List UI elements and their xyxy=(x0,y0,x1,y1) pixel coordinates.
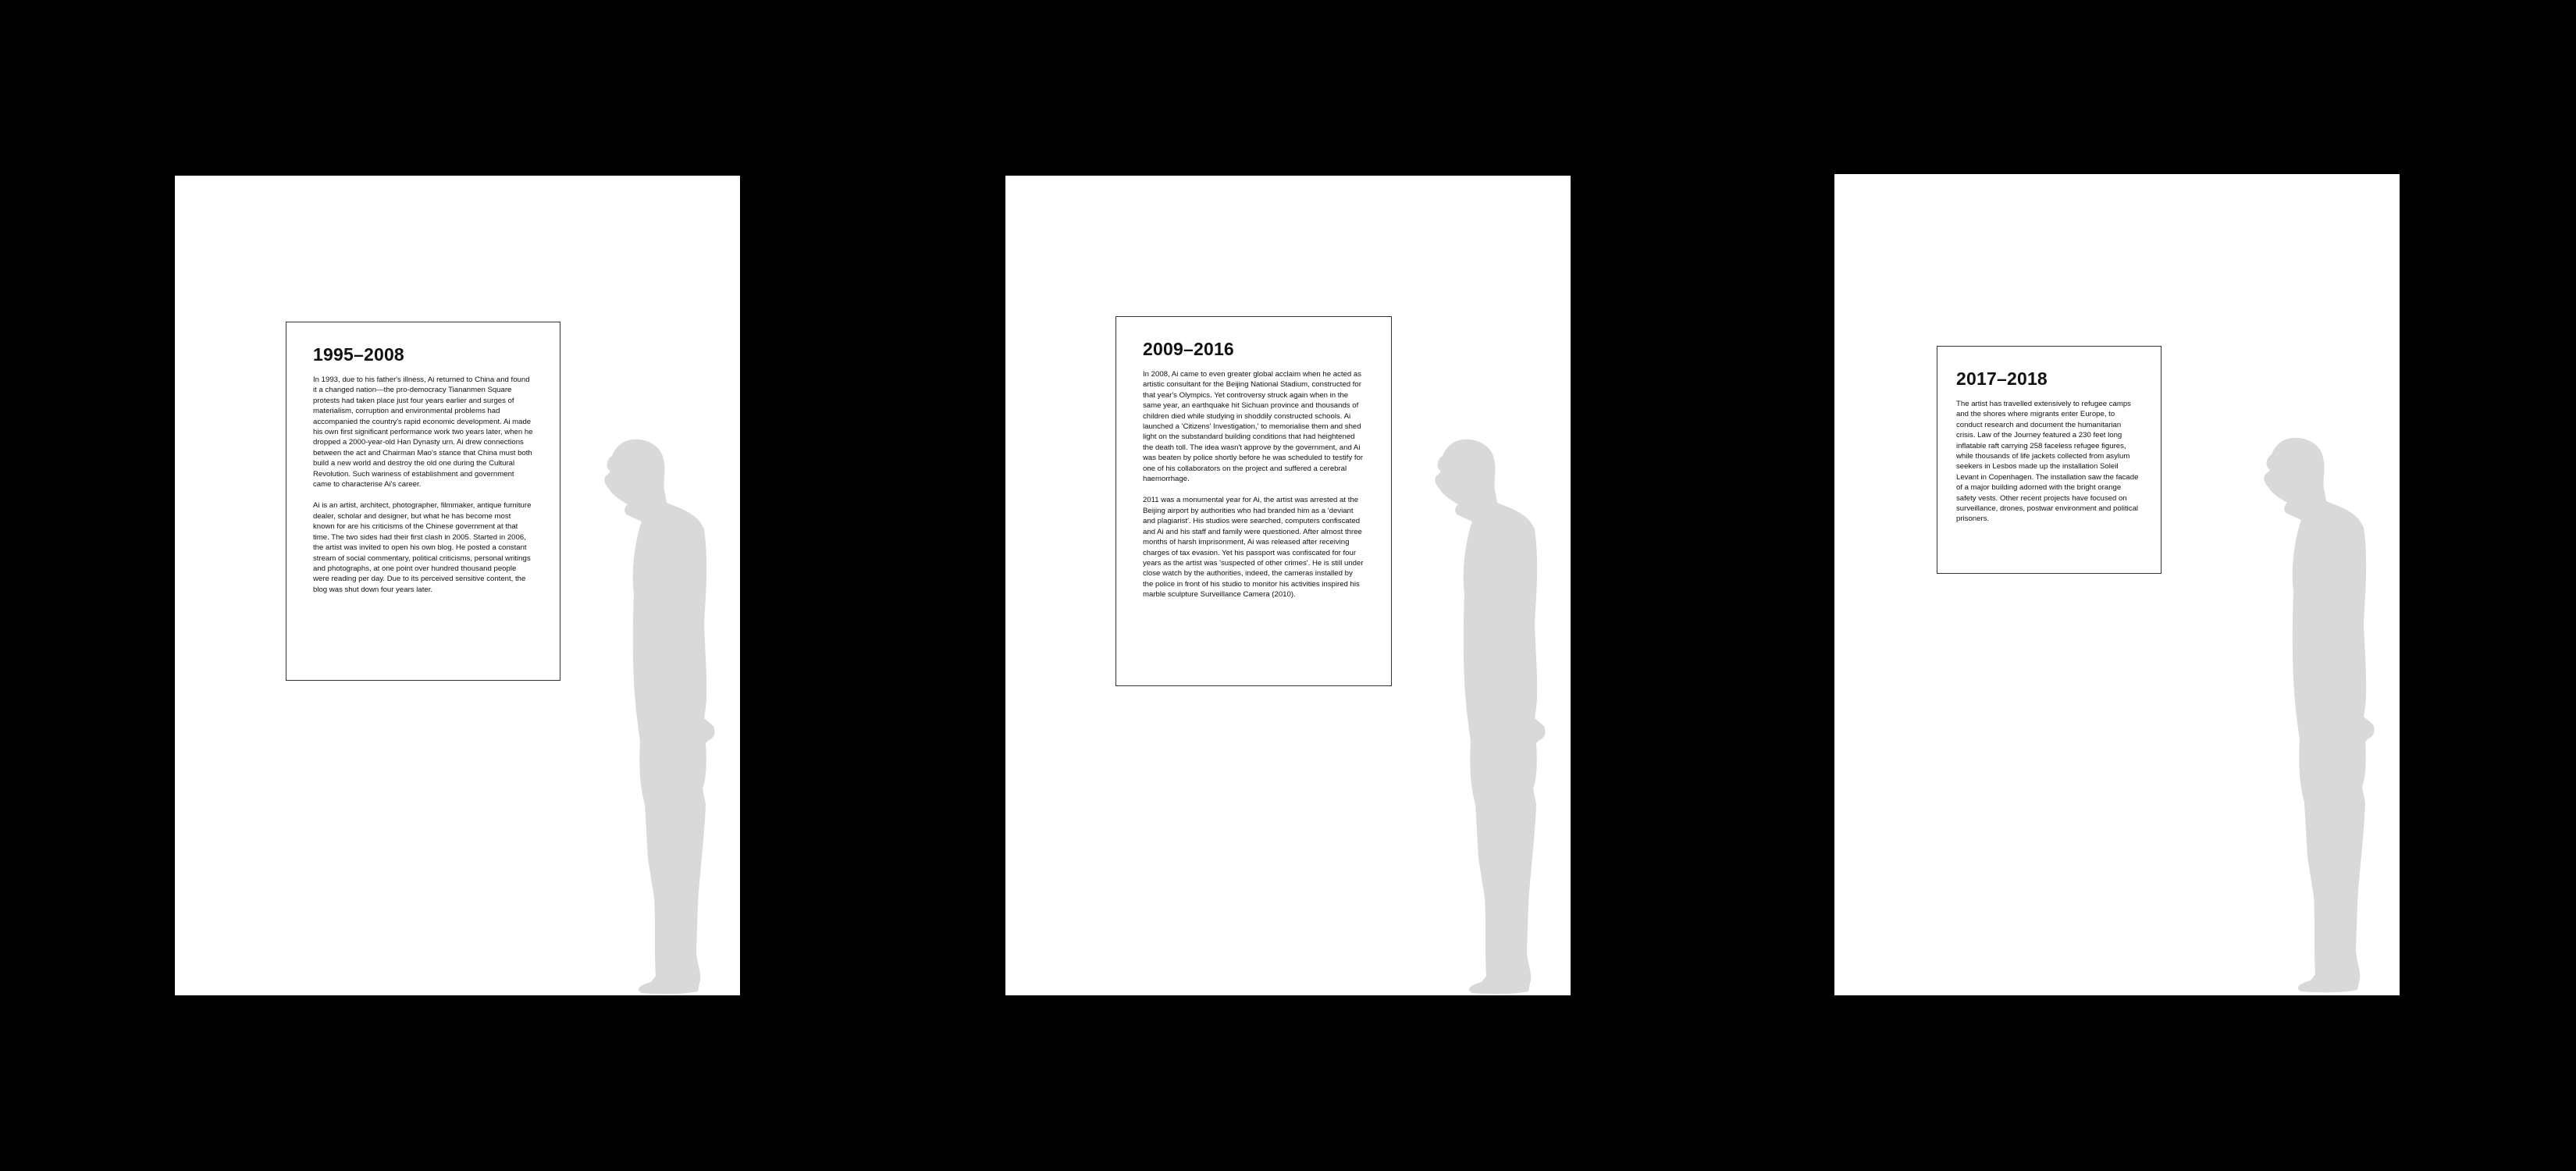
panel-title: 1995–2008 xyxy=(313,344,404,365)
panel-paragraph: In 2008, Ai came to even greater global acclaim when he acted as artistic consultant for the Beijing National Stadium, constructed for that year's Olympics. Yet controversy struck again when in the same year, an earthquake hit Sichuan province and thousands of children died while studying in shoddily constructed schools. Ai launched a 'Citizens' Investigation,' to memorialise them and shed light on the substandard building conditions that had heightened the death toll. The idea wasn't approve by the government, and Ai was beaten by police shortly before he was scheduled to testify for one of his collaborators on the project and suffered a cerebral haemorrhage. xyxy=(1143,370,1364,484)
panel-title: 2017–2018 xyxy=(1956,368,2048,389)
panel-paragraph: The artist has travelled extensively to refugee camps and the shores where migrants enter Europe, to conduct research and document the humanitarian crisis. Law of the Journey featured a 230 feet long inflatable raft carrying 258 faceless refugee figures, while thousands of life jackets collected from asylum seekers in Lesbos made up the installation Soleil Levant in Copenhagen. The installation saw the facade of a major building adorned with the bright orange safety vests. Other recent projects have focused on surveillance, drones, postwar environment and political prisoners. xyxy=(1956,400,2139,524)
panel-paragraph: 2011 was a monumental year for Ai, the artist was arrested at the Beijing airport by authorities who had branded him as a 'deviant and plagiarist'. His studios were searched, computers confiscated and Ai and his staff and family were questioned. After almost three months of harsh imprisonment, Ai was released after receiving charges of tax evasion. Yet his passport was confiscated for four years as the artist was 'suspected of other crimes'. He is still under close watch by the authorities, indeed, the cameras installed by the police in front of his studio to monitor his activities inspired his marble sculpture Surveillance Camera (2010). xyxy=(1143,496,1364,600)
wall-panel-1 xyxy=(175,176,740,995)
text-panel xyxy=(1937,346,2161,574)
panel-paragraph: Ai is an artist, architect, photographer, filmmaker, antique furniture dealer, scholar and designer, but what he has become most known for are his criticisms of the Chinese government at that time. The two sides had their first clash in 2005. Started in 2006, the artist was invited to open his own blog. He posted a constant stream of social commentary, political criticisms, personal writings and photographs, at one point over hundred thousand people were reading per day. Due to its perceived sensitive content, the blog was shut down four years later. xyxy=(313,501,532,594)
panel-title: 2009–2016 xyxy=(1143,339,1234,359)
text-panel xyxy=(286,322,560,681)
text-panel xyxy=(1115,316,1392,686)
panel-paragraph: In 1993, due to his father's illness, Ai returned to China and found it a changed nation—the pro-democracy Tiananmen Square protests had taken place just four years earlier and surges of materialism, corruption and environmental problems had accompanied the country's rapid economic development. Ai made his own first significant performance work two years later, when he dropped a 2000-year-old Han Dynasty urn. Ai drew connections between the act and Chairman Mao's stance that China must both build a new world and destroy the old one during the Cultural Revolution. Such wariness of establishment and government came to characterise Ai's career. xyxy=(313,376,533,489)
person-silhouette-icon xyxy=(1411,437,1567,995)
person-silhouette-icon xyxy=(2240,436,2396,994)
wall-panel-2 xyxy=(1005,176,1571,995)
wall-panel-3 xyxy=(1834,174,2400,995)
person-silhouette-icon xyxy=(581,437,737,995)
